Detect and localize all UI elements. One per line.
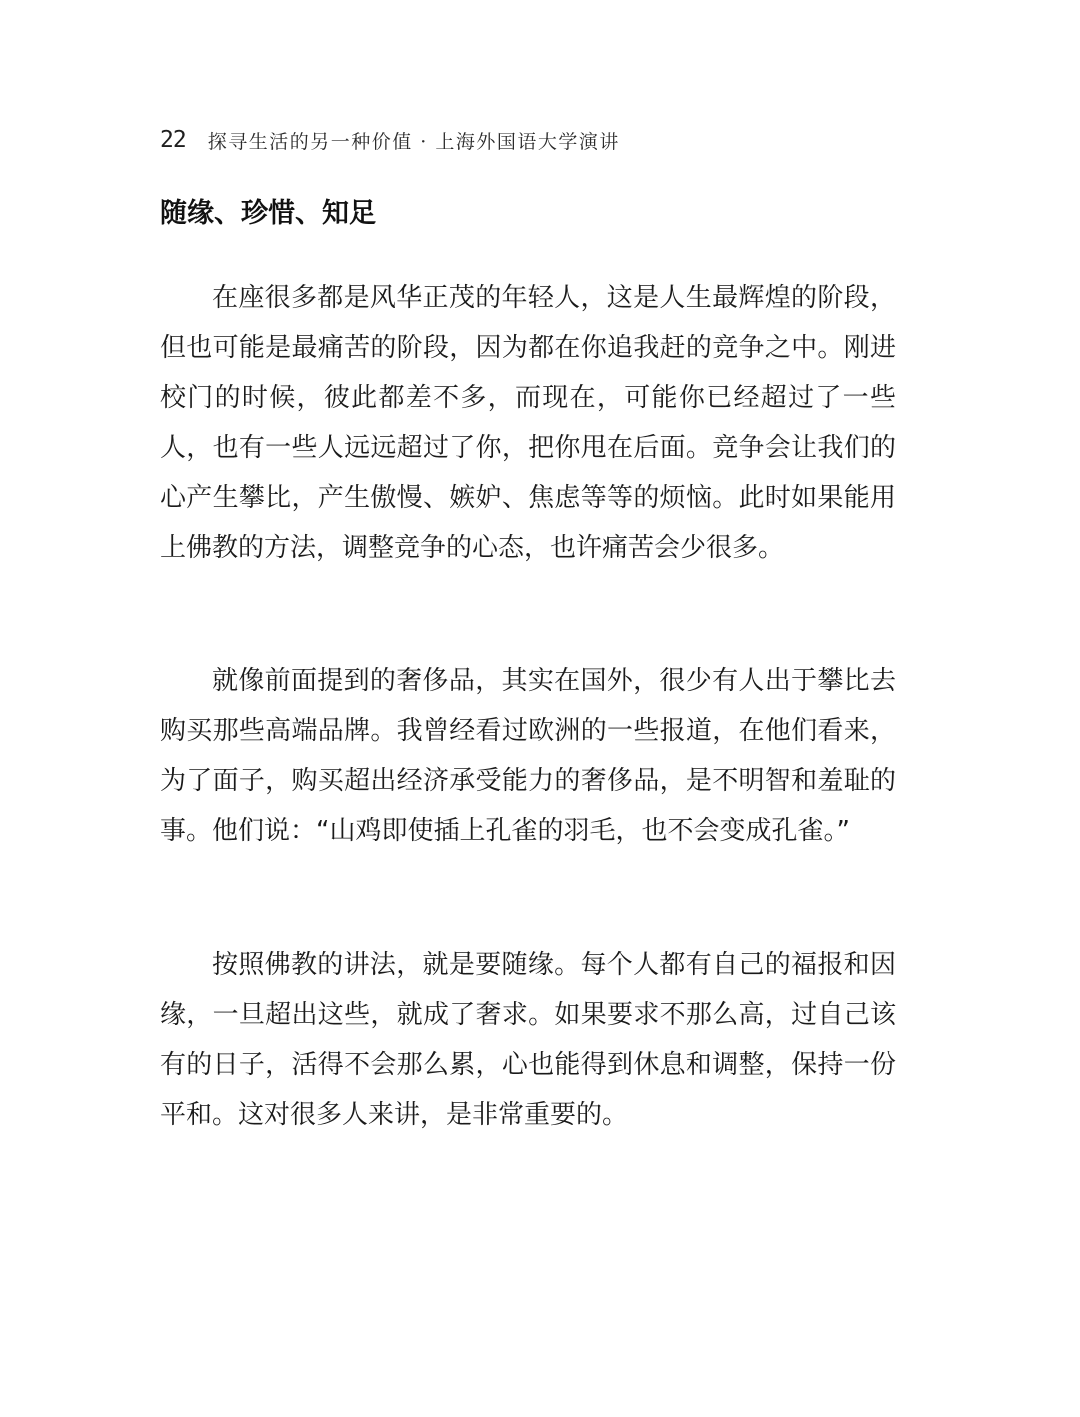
running-header: [160, 122, 620, 158]
paragraph-1-block: [160, 273, 896, 573]
paragraph-1: 在座很多都是风华正茂的年轻人，这是人生最辉煌的阶段，但也可能是最痛苦的阶段，因为都在你追我赶的竞争之中。刚进校门的时候，彼此都差不多，而现在，可能你已经超过了一些人，也有一些人远远超过了你，把你甩在后面。竞争会让我们的心产生攀比，产生傲慢、嫉妒、焦虑等等的烦恼。此时如果能用上佛教的方法，调整竞争的心态，也许痛苦会少很多。: [160, 283, 896, 563]
page-number: 22: [160, 127, 186, 153]
paragraph-2: 就像前面提到的奢侈品，其实在国外，很少有人出于攀比去购买那些高端品牌。我曾经看过欧洲的一些报道，在他们看来，为了面子，购买超出经济承受能力的奢侈品，是不明智和羞耻的事。他们说：“山鸡即使插上孔雀的羽毛，也不会变成孔雀。”: [160, 666, 896, 846]
paragraph-3-block: [160, 940, 896, 1140]
section-title: 随缘、珍惜、知足: [160, 198, 376, 229]
paragraph-3: 按照佛教的讲法，就是要随缘。每个人都有自己的福报和因缘，一旦超出这些，就成了奢求。如果要求不那么高，过自己该有的日子，活得不会那么累，心也能得到休息和调整，保持一份平和。这对很多人来讲，是非常重要的。: [160, 950, 896, 1130]
running-title: 探寻生活的另一种价值 · 上海外国语大学演讲: [207, 130, 620, 153]
paragraph-2-block: [160, 656, 896, 856]
